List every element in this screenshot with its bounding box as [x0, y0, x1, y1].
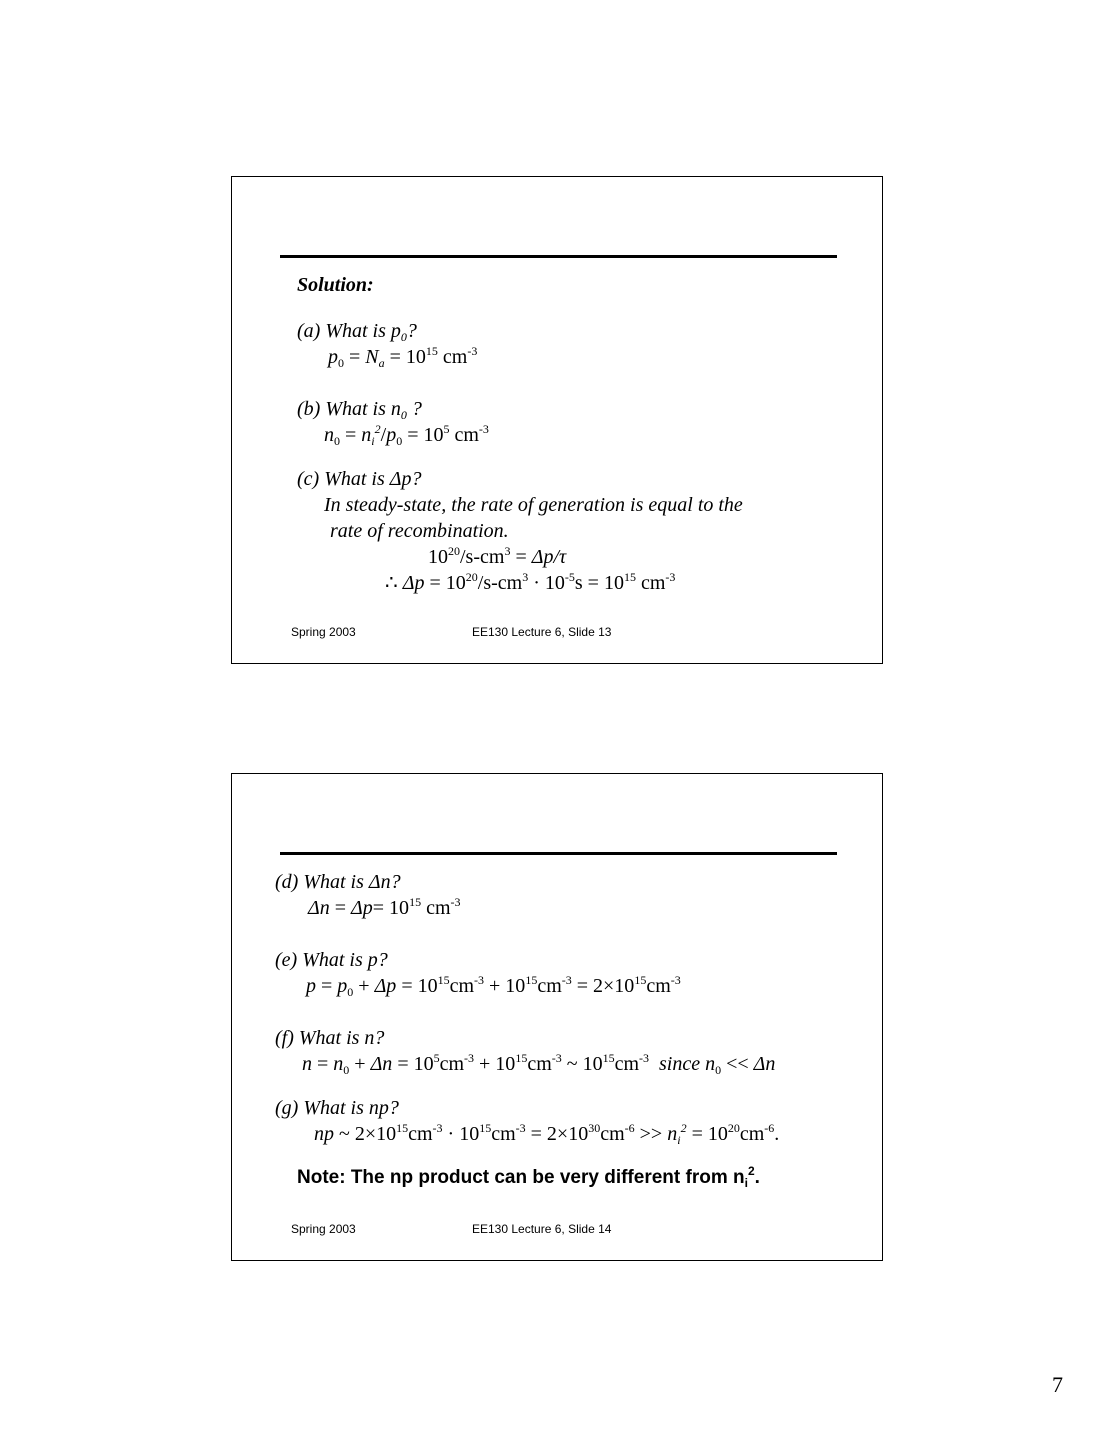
title-rule [280, 255, 837, 258]
answer-c-text-2: rate of recombination. [330, 520, 509, 542]
footer-slide-label: EE130 Lecture 6, Slide 14 [472, 1222, 612, 1236]
footer-date: Spring 2003 [291, 625, 356, 639]
slide-13 [231, 176, 883, 664]
question-d: (d) What is Δn? [275, 871, 401, 893]
answer-c-equation-1: $10^{20}/s-cm^3 = \Delta p/\tau$ [428, 544, 567, 568]
page-number: 7 [1052, 1372, 1063, 1397]
answer-c-equation-2: ∴ $\Delta p = 10^{20}/s-cm^3 \cdot 10^{-5}s = 10^{15}$ $cm^{-3}$ [385, 570, 676, 594]
footer-date: Spring 2003 [291, 1222, 356, 1236]
question-b: (b) What is $n_0$ ? [297, 398, 422, 422]
solution-heading: Solution: [297, 274, 374, 296]
question-c: (c) What is Δp? [297, 468, 422, 490]
slide-14 [231, 773, 883, 1261]
answer-f: $n = n_0 + \Delta n = 10^5cm^{-3} + 10^{15}cm^{-3}$ ~ $10^{15}cm^{-3}$ since $n_0 << \Delta n$ [302, 1051, 776, 1077]
answer-c-text-1: In steady-state, the rate of generation is equal to the [324, 494, 743, 516]
answer-b: $n_0 = n_i^2/p_0 = 10^5$ $cm^{-3}$ [324, 422, 489, 448]
question-e: (e) What is p? [275, 949, 388, 971]
footer-slide-label: EE130 Lecture 6, Slide 13 [472, 625, 612, 639]
answer-d: $\Delta n = \Delta p= 10^{15}$ $cm^{-3}$ [308, 895, 461, 919]
title-rule [280, 852, 837, 855]
answer-e: $p = p_0 + \Delta p = 10^{15}cm^{-3} + 10^{15}cm^{-3} = 2\times 10^{15}cm^{-3}$ [306, 973, 681, 999]
note-np-product: Note: The np product can be very different from $n_i^2$. [297, 1164, 760, 1190]
answer-a: $p_0 = N_a = 10^{15}$ $cm^{-3}$ [328, 344, 478, 370]
question-g: (g) What is np? [275, 1097, 399, 1119]
answer-g: np ~ $2\times 10^{15}cm^{-3} \cdot 10^{15}cm^{-3} = 2\times 10^{30}cm^{-6} >> n_i^2 = 10^{20}cm^{-6}$. [314, 1121, 780, 1147]
question-f: (f) What is n? [275, 1027, 385, 1049]
question-a: (a) What is $p_0$? [297, 320, 417, 344]
